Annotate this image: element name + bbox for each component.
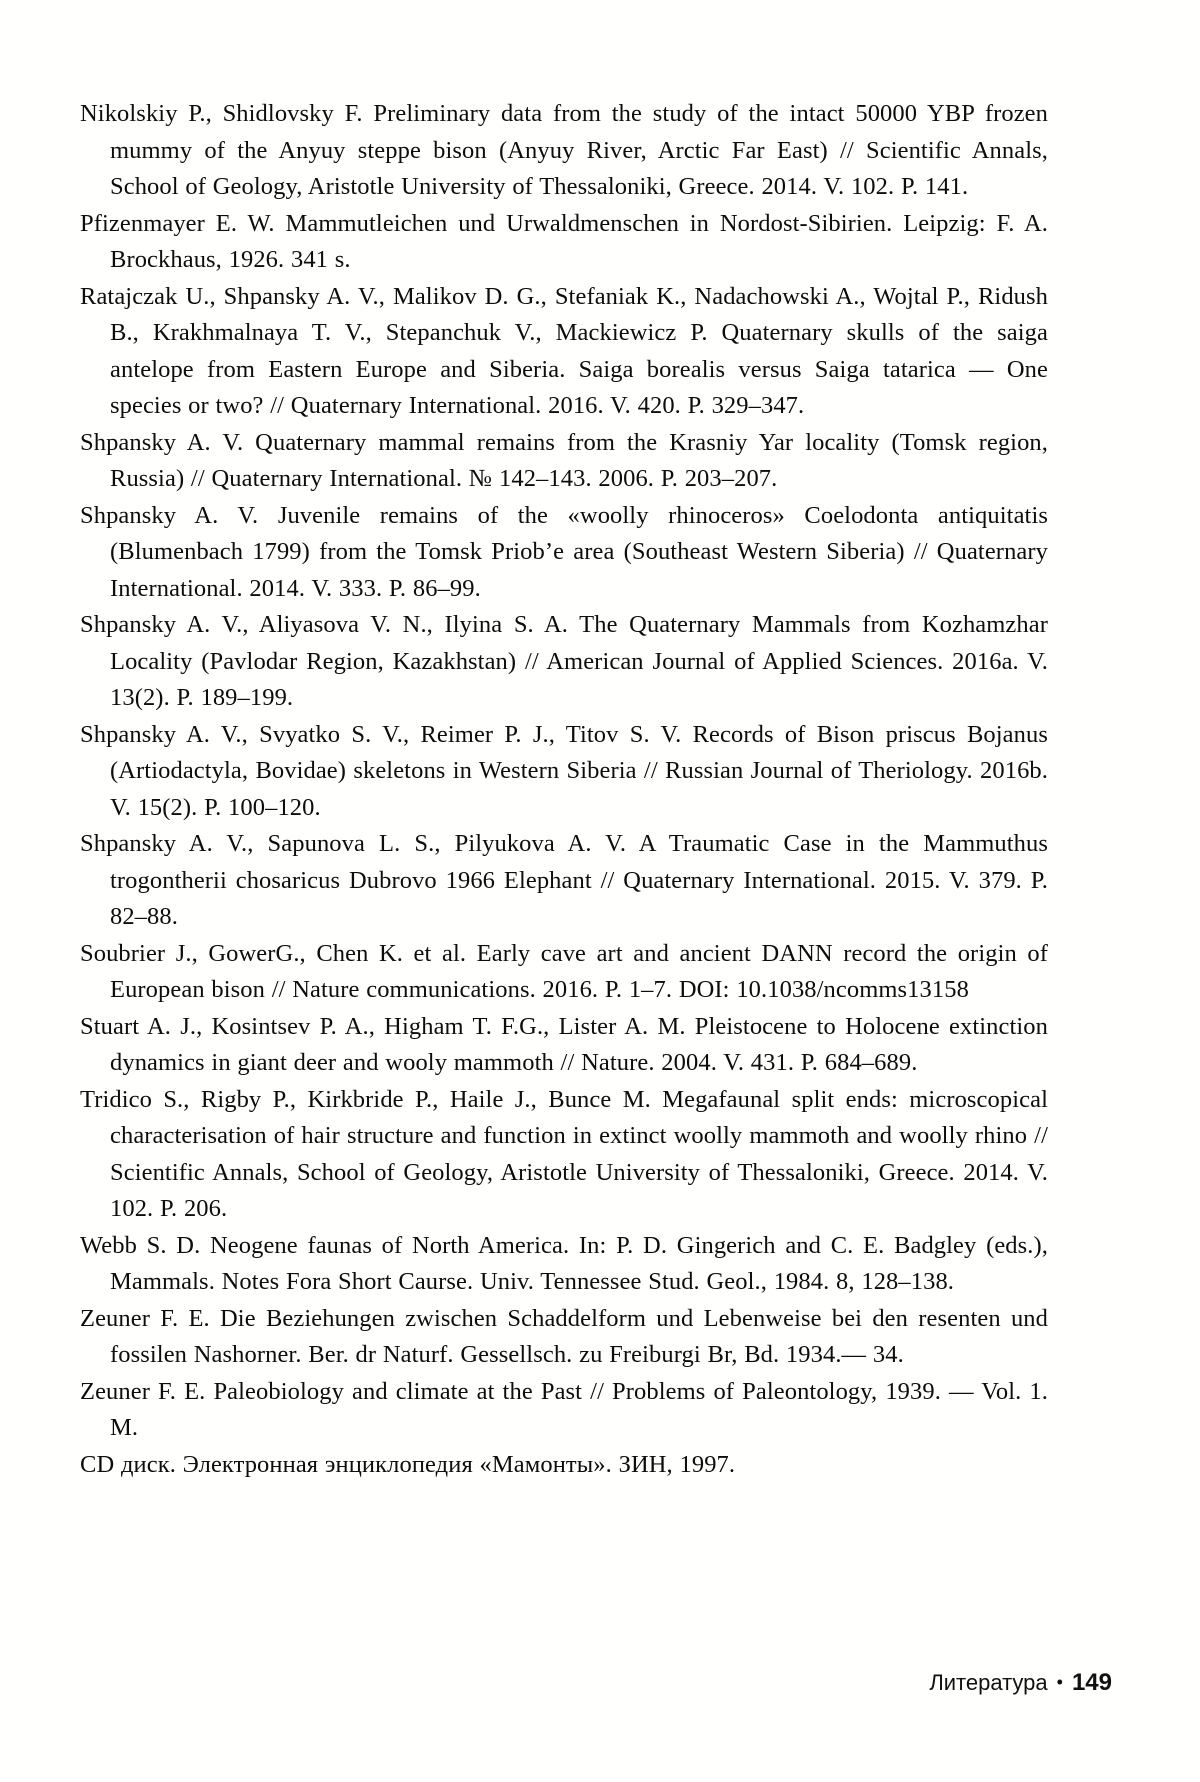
- reference-item: CD диск. Электронная энциклопедия «Мамонты». ЗИН, 1997.: [80, 1450, 736, 1478]
- footer-section-label: Литература: [929, 1670, 1048, 1695]
- reference-item: Webb S. D. Neogene faunas of North America. In: P. D. Gingerich and C. E. Badgley (eds.), Mammals. Notes Fora Short Caurse. Univ. Tennessee Stud. Geol., 1984. 8, 128–138.: [80, 1231, 1048, 1295]
- footer-bullet-separator: •: [1056, 1672, 1063, 1692]
- footer-page-number: 149: [1071, 1669, 1112, 1696]
- reference-item: Ratajczak U., Shpansky A. V., Malikov D. G., Stefaniak K., Nadachowski A., Wojtal P., Ridush B., Krakhmalnaya T. V., Stepanchuk V., Mackiewicz P. Quaternary skulls of the saiga antelope from Eastern Europe and Siberia. Saiga borealis versus Saiga tatarica — One species or two? // Quaternary International. 2016. V. 420. P. 329–347.: [80, 282, 1048, 419]
- reference-item: Shpansky A. V. Quaternary mammal remains from the Krasniy Yar locality (Tomsk region, Russia) // Quaternary International. № 142–143. 2006. P. 203–207.: [80, 428, 1048, 492]
- reference-item: Zeuner F. E. Die Beziehungen zwischen Schaddelform und Lebenweise bei den resenten und fossilen Nashorner. Ber. dr Naturf. Gessellsch. zu Freiburgi Br, Bd. 1934.— 34.: [80, 1304, 1048, 1368]
- reference-item: Soubrier J., GowerG., Chen K. et al. Early cave art and ancient DANN record the origin of European bison // Nature communications. 2016. P. 1–7. DOI: 10.1038/ncomms13158: [80, 939, 1048, 1003]
- reference-item: Nikolskiy P., Shidlovsky F. Preliminary data from the study of the intact 50000 YBP frozen mummy of the Anyuy steppe bison (Anyuy River, Arctic Far East) // Scientific Annals, School of Geology, Aristotle University of Thessaloniki, Greece. 2014. V. 102. P. 141.: [80, 100, 1048, 200]
- reference-item: Shpansky A. V., Aliyasova V. N., Ilyina S. A. The Quaternary Mammals from Kozhamzhar Locality (Pavlodar Region, Kazakhstan) // American Journal of Applied Sciences. 2016a. V. 13(2). P. 189–199.: [80, 611, 1048, 711]
- reference-item: Tridico S., Rigby P., Kirkbride P., Haile J., Bunce M. Megafaunal split ends: microscopical characterisation of hair structure and function in extinct woolly mammoth and woolly rhino // Scientific Annals, School of Geology, Aristotle University of Thessaloniki, Greece. 2014. V. 102. P. 206.: [80, 1085, 1048, 1222]
- bibliography-list: [80, 96, 1048, 1483]
- reference-item: Shpansky A. V. Juvenile remains of the «woolly rhinoceros» Coelodonta antiquitatis (Blumenbach 1799) from the Tomsk Priob’e area (Southeast Western Siberia) // Quaternary International. 2014. V. 333. P. 86–99.: [80, 501, 1048, 602]
- reference-item: Zeuner F. E. Paleobiology and climate at the Past // Problems of Paleontology, 1939. — Vol. 1. M.: [80, 1377, 1048, 1441]
- page-footer: [929, 1668, 1112, 1699]
- reference-item: Pfizenmayer E. W. Mammutleichen und Urwaldmenschen in Nordost-Sibirien. Leipzig: F. A. Brockhaus, 1926. 341 s.: [80, 209, 1048, 273]
- reference-item: Shpansky A. V., Svyatko S. V., Reimer P. J., Titov S. V. Records of Bison priscus Bojanus (Artiodactyla, Bovidae) skeletons in Western Siberia // Russian Journal of Theriology. 2016b. V. 15(2). P. 100–120.: [80, 720, 1048, 821]
- reference-item: Stuart A. J., Kosintsev P. A., Higham T. F.G., Lister A. M. Pleistocene to Holocene extinction dynamics in giant deer and wooly mammoth // Nature. 2004. V. 431. P. 684–689.: [80, 1012, 1048, 1076]
- reference-item: Shpansky A. V., Sapunova L. S., Pilyukova A. V. A Traumatic Case in the Mammuthus trogontherii chosaricus Dubrovo 1966 Elephant // Quaternary International. 2015. V. 379. P. 82–88.: [80, 830, 1048, 930]
